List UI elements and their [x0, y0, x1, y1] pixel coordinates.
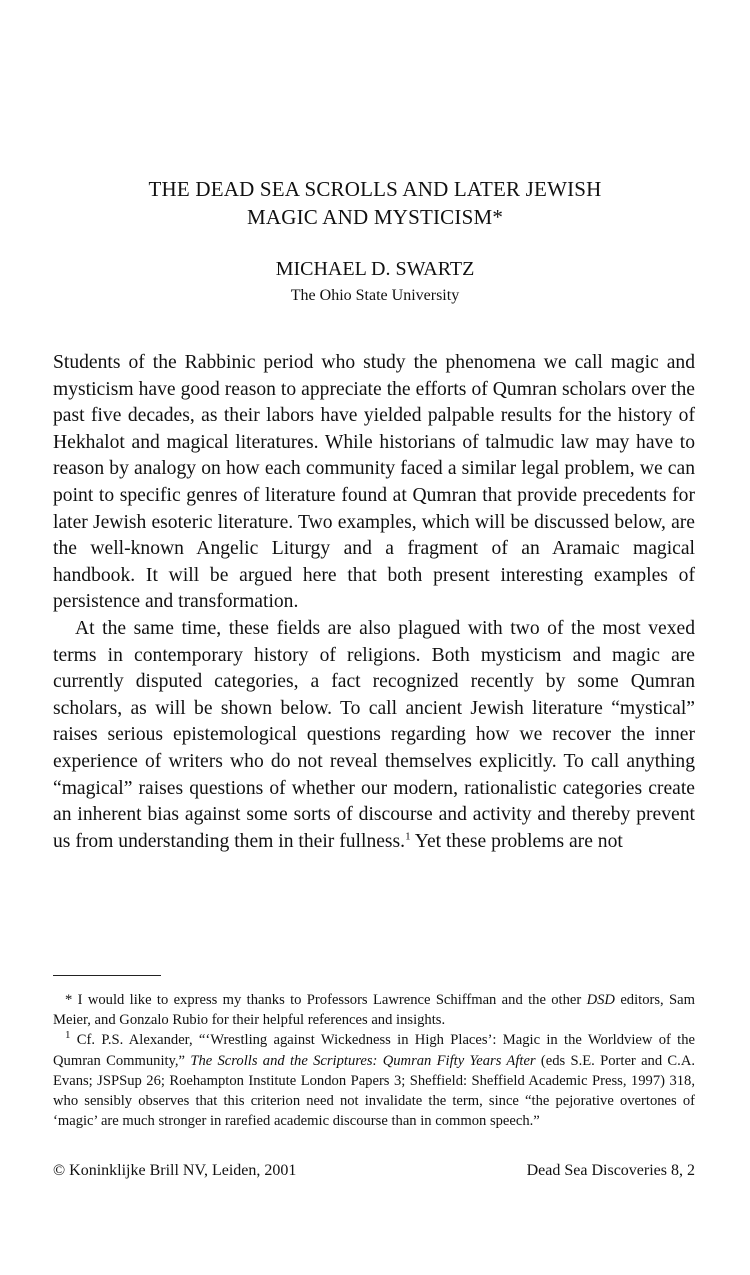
footer-journal: Dead Sea Discoveries 8, 2	[526, 1162, 695, 1179]
footnotes	[53, 990, 695, 1131]
footnote-1-book-title: The Scrolls and the Scriptures: Qumran Fifty Years After	[190, 1052, 536, 1069]
footnote-1-mark: 1	[65, 1029, 71, 1042]
body-paragraph-2-text: At the same time, these fields are also plagued with two of the most vexed terms in contemporary history of religions. Both mysticism and magic are currently disputed categories, a fact recognized recently by some Qumran scholars, as will be shown below. To call ancient Jewish literature “mystical” raises serious epistemological questions regarding how we recover the inner experience of writers who do not reveal themselves explicitly. To call anything “magical” raises questions of whether our modern, rationalistic categories create an inherent bias against some sorts of discourse and activity and thereby prevent us from understanding them in their fullness.	[53, 617, 695, 852]
body-paragraph-1: Students of the Rabbinic period who study the phenomena we call magic and mysticism have good reason to appreciate the efforts of Qumran scholars over the past five decades, as their labors have yielded palpable results for the history of Hekhalot and magical literatures. While historians of talmudic law may have to reason by analogy on how each community faced a similar legal problem, we can point to specific genres of literature found at Qumran that provide precedents for later Jewish esoteric literature. Two examples, which will be discussed below, are the well-known Angelic Liturgy and a fragment of an Aramaic magical handbook. It will be argued here that both present interesting examples of persistence and transformation.	[53, 352, 695, 613]
footnote-star-mark: *	[65, 992, 73, 1008]
footnote-ref-1[interactable]: 1	[405, 830, 411, 843]
title-line-1: THE DEAD SEA SCROLLS AND LATER JEWISH	[148, 177, 602, 201]
body-paragraph-2-tail: Yet these problems are not	[410, 830, 623, 852]
footnote-1	[53, 1030, 695, 1131]
footnote-star-text-b: editors, Sam Meier, and Gonzalo Rubio for their helpful references and insights.	[53, 992, 695, 1029]
footnote-star	[53, 990, 695, 1030]
author-name: MICHAEL D. SWARTZ	[275, 258, 475, 280]
footer-copyright: © Koninklijke Brill NV, Leiden, 2001	[53, 1162, 297, 1179]
body-paragraph-2	[53, 616, 695, 855]
footnote-star-text-a: I would like to express my thanks to Professors Lawrence Schiffman and the other	[72, 992, 587, 1008]
article-title	[60, 175, 690, 231]
author-affiliation: The Ohio State University	[290, 287, 460, 304]
title-line-2: MAGIC AND MYSTICISM*	[246, 205, 504, 229]
footnote-separator	[53, 975, 161, 976]
footnote-star-dsd: DSD	[586, 992, 615, 1008]
article-body	[53, 350, 695, 855]
footnote-1-text-a: Cf. P.S. Alexander, “‘Wrestling against Wickedness in High Places’: Magic in the Worldview of the Qumran Community,”	[53, 1032, 695, 1069]
footnote-1-text-b: (eds S.E. Porter and C.A. Evans; JSPSup 26; Roehampton Institute London Papers 3; Sheffield: Sheffield Academic Press, 1997) 318, who sensibly observes that this criterion need not invalidate the term, since “the pejorative overtones of ‘magic’ are much stronger in rarefied academic discourse than in common speech.”	[53, 1052, 696, 1130]
page-footer	[53, 1160, 695, 1182]
